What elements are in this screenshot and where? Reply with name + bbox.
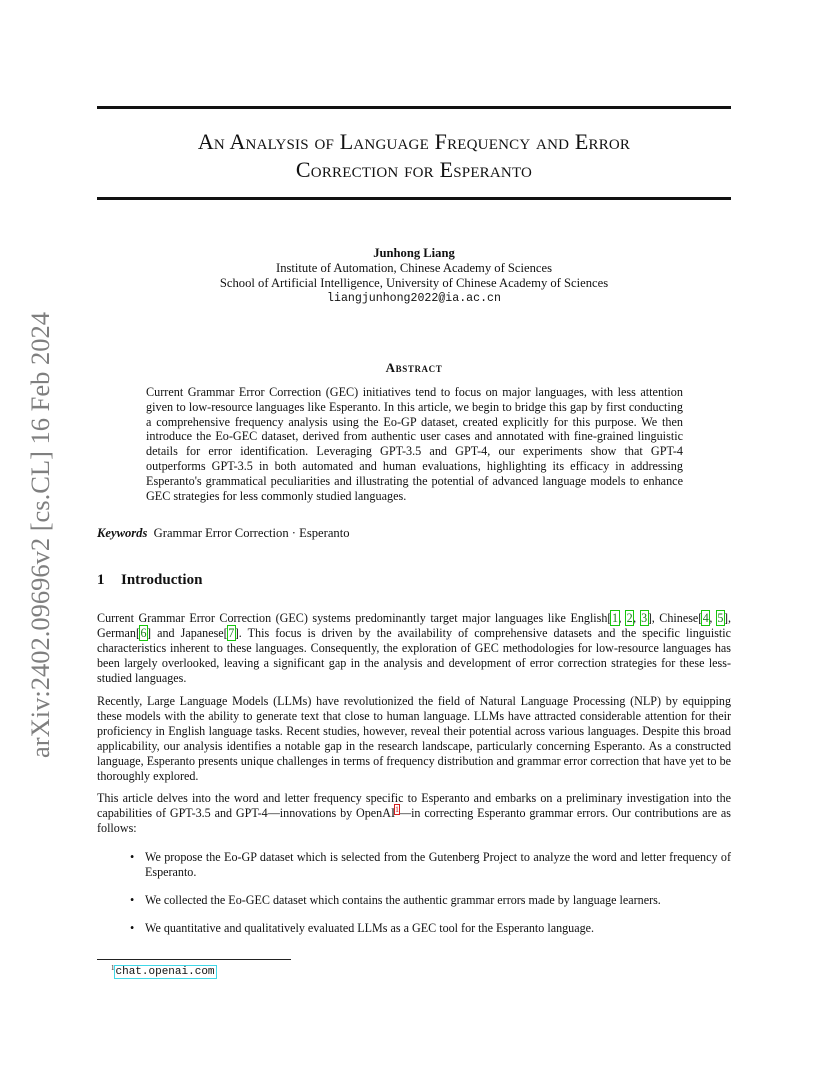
list-item <box>127 921 731 936</box>
intro-paragraph-2: Recently, Large Language Models (LLMs) have revolutionized the field of Natural Language Processing (NLP) by equipping these models with the ability to generate text that close to human language. LLMs have attracted considerable attention for their proficiency in English language tasks. Recent studies, however, reveal their potential across various languages. Despite this broad applicability, our analysis identifies a notable gap in the research landscape, particularly concerning Esperanto. As a constructed language, Esperanto presents unique challenges in terms of frequency distribution and grammar error correction that have yet to be thoroughly explored. <box>97 694 731 783</box>
citation-link[interactable]: 7 <box>228 625 235 640</box>
paragraph-text: ]. This focus is driven by the availability of comprehensive datasets and the specific linguistic characteristics inherent to these languages. Consequently, the exploration of GEC methodologies for low-resource languages has been largely overlooked, leaving a significant gap in the analysis and development of error correction strategies for these less-studied languages. <box>97 625 731 685</box>
section-heading-introduction <box>97 572 202 589</box>
paragraph-text: ] and Japanese[ <box>147 625 228 640</box>
paragraph-text: —in correcting Esperanto grammar errors. Our contributions are as follows: <box>97 805 731 835</box>
bullet-icon: • <box>130 920 135 935</box>
title-line-2: Correction for Esperanto <box>295 157 533 182</box>
citation-link[interactable]: 4 <box>702 611 709 625</box>
citation-link[interactable]: 5 <box>717 611 724 625</box>
title-line-1: An Analysis of Language Frequency and Error <box>197 129 631 154</box>
paragraph-text: ], German[ <box>97 611 732 640</box>
paragraph-text: Current Grammar Error Correction (GEC) systems predominantly target major languages like English[ <box>97 611 612 625</box>
contributions-list <box>127 850 731 949</box>
paper-title <box>97 128 731 184</box>
author-block <box>97 246 731 306</box>
keywords-label: Keywords <box>97 526 148 540</box>
footnote <box>111 964 216 978</box>
footnote-link[interactable]: chat.openai.com <box>115 966 215 979</box>
keywords-text: Grammar Error Correction · Esperanto <box>153 526 350 540</box>
author-email[interactable]: liangjunhong2022@ia.ac.cn <box>327 292 501 305</box>
footnote-marker-link[interactable]: 1 <box>394 804 399 814</box>
bullet-icon: • <box>130 892 135 907</box>
intro-paragraph-1: Current Grammar Error Correction (GEC) systems predominantly target major languages like English[1, 2, 3], Chinese[4, 5], German[6] and Japanese[7]. This focus is driven by the availability of comprehensive datasets and the specific linguistic characteristics inherent to these languages. Consequently, the exploration of GEC methodologies for low-resource languages has been largely overlooked, leaving a significant gap in the analysis and development of error correction strategies for these less-studied languages. <box>97 611 732 685</box>
abstract-text: Current Grammar Error Correction (GEC) initiatives tend to focus on major languages, with less attention given to low-resource languages like Esperanto. In this article, we begin to bridge this gap by first conducting a comprehensive frequency analysis using the Eo-GP dataset, created explicitly for this purpose. We then introduce the Eo-GEC dataset, derived from authentic user cases and annotated with fine-grained linguistic details for error identification. Leveraging GPT-3.5 and GPT-4, our experiments show that GPT-4 outperforms GPT-3.5 in both automated and human evaluations, highlighting its efficacy in addressing Esperanto's grammatical peculiarities and illustrating the potential of advanced language models to enhance GEC strategies for less commonly studied languages. <box>146 385 683 503</box>
author-affiliation-2: School of Artificial Intelligence, University of Chinese Academy of Sciences <box>219 276 609 290</box>
title-bottom-rule <box>97 197 731 200</box>
list-item <box>127 893 731 908</box>
list-item <box>127 850 731 880</box>
footnote-rule <box>97 959 291 960</box>
list-item-text: We propose the Eo-GP dataset which is selected from the Gutenberg Project to analyze the word and letter frequency of Esperanto. <box>145 850 731 879</box>
section-title: Introduction <box>121 572 203 588</box>
keywords-line <box>97 526 350 541</box>
paragraph-text: ], Chinese[ <box>647 611 703 625</box>
citation-link[interactable]: 1 <box>611 611 618 625</box>
list-item-text: We quantitative and qualitatively evaluated LLMs as a GEC tool for the Esperanto language. <box>145 920 595 935</box>
citation-link[interactable]: 2 <box>626 611 633 625</box>
title-top-rule <box>97 106 731 109</box>
author-affiliation-1: Institute of Automation, Chinese Academy of Sciences <box>276 261 552 275</box>
arxiv-identifier-stamp: arXiv:2402.09696v2 [cs.CL] 16 Feb 2024 <box>25 311 55 758</box>
bullet-icon: • <box>130 850 135 864</box>
section-number: 1 <box>97 572 105 588</box>
abstract-heading: Abstract <box>385 360 443 375</box>
author-name: Junhong Liang <box>373 246 455 260</box>
list-item-text: We collected the Eo-GEC dataset which contains the authentic grammar errors made by language learners. <box>145 892 661 907</box>
citation-link[interactable]: 3 <box>641 611 648 625</box>
paragraph-text: This article delves into the word and letter frequency specific to Esperanto and embarks on a preliminary investigation into the capabilities of GPT-3.5 and GPT-4—innovations by OpenAI <box>97 791 731 820</box>
footnote-number: 1 <box>111 964 115 972</box>
intro-paragraph-3 <box>97 791 731 836</box>
citation-link[interactable]: 6 <box>140 625 147 640</box>
